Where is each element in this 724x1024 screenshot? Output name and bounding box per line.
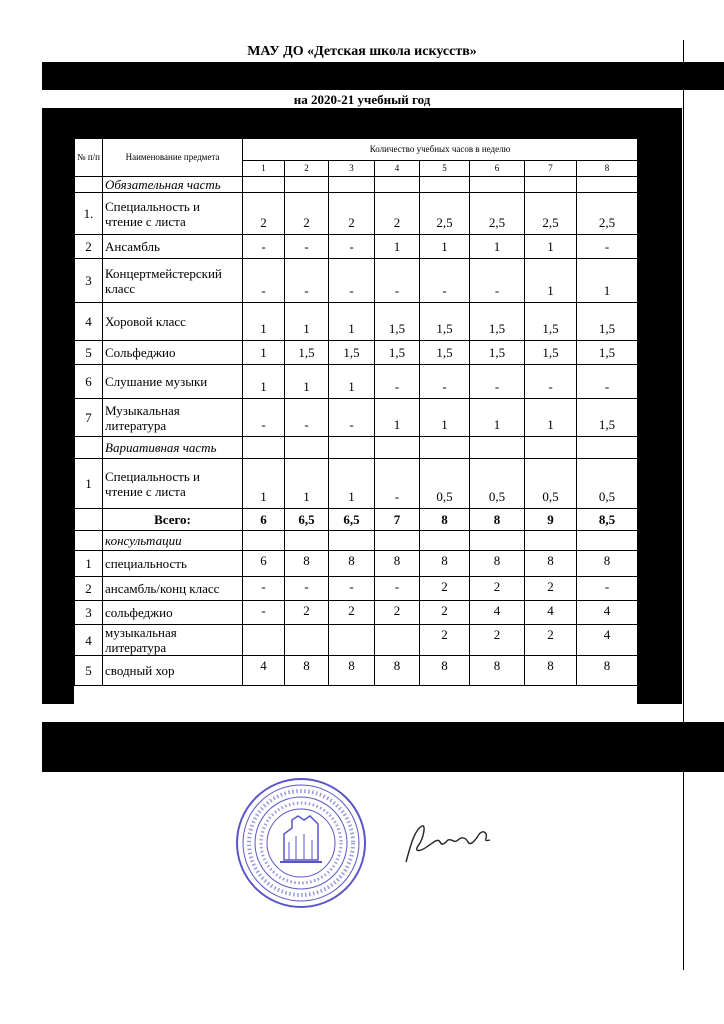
hours-cell: - xyxy=(375,259,420,303)
table-row xyxy=(75,193,638,235)
hours-cell: 0,5 xyxy=(420,459,470,509)
hours-cell: 8 xyxy=(285,656,329,686)
total-value: 8 xyxy=(420,509,470,531)
hours-cell: 2 xyxy=(525,577,577,601)
hours-cell: 2 xyxy=(420,601,470,625)
empty-cell xyxy=(470,531,525,551)
empty-cell xyxy=(243,177,285,193)
table-row xyxy=(75,459,638,509)
official-seal-icon xyxy=(234,776,368,910)
hours-cell: 8 xyxy=(420,551,470,577)
hours-cell: 2,5 xyxy=(577,193,638,235)
hours-cell: 8 xyxy=(470,656,525,686)
table-row xyxy=(75,399,638,437)
empty-cell xyxy=(375,177,420,193)
hours-cell: 6 xyxy=(243,551,285,577)
grade-header: 8 xyxy=(577,161,638,177)
hours-cell: 1,5 xyxy=(525,341,577,365)
total-value: 7 xyxy=(375,509,420,531)
hours-cell: - xyxy=(243,235,285,259)
hours-cell: 4 xyxy=(577,601,638,625)
academic-year: на 2020-21 учебный год xyxy=(293,92,431,107)
hours-cell: - xyxy=(577,577,638,601)
hours-cell: 8 xyxy=(525,551,577,577)
row-number: 1 xyxy=(75,551,103,577)
hours-cell: 0,5 xyxy=(525,459,577,509)
hours-cell: 1 xyxy=(285,365,329,399)
subject-name: музыкальная литература xyxy=(103,625,243,656)
hours-cell: 1 xyxy=(470,399,525,437)
grade-header: 7 xyxy=(525,161,577,177)
hours-cell: - xyxy=(577,365,638,399)
hours-cell: 1,5 xyxy=(329,341,375,365)
hours-cell: 2 xyxy=(285,601,329,625)
grade-header: 5 xyxy=(420,161,470,177)
hours-cell: 1,5 xyxy=(420,303,470,341)
hours-cell: 8 xyxy=(470,551,525,577)
subject-name: Сольфеджио xyxy=(103,341,243,365)
section-label: Обязательная часть xyxy=(103,177,243,193)
table-row xyxy=(75,656,638,686)
row-number: 3 xyxy=(75,601,103,625)
redaction-frame-top xyxy=(42,108,682,138)
hours-cell: 8 xyxy=(420,656,470,686)
section-number-cell xyxy=(75,437,103,459)
subject-name: ансамбль/конц класс xyxy=(103,577,243,601)
row-number: 2 xyxy=(75,235,103,259)
total-value: 6,5 xyxy=(329,509,375,531)
hours-cell: 2 xyxy=(470,577,525,601)
row-number: 1. xyxy=(75,193,103,235)
hours-cell: 1 xyxy=(329,365,375,399)
hours-cell: 2 xyxy=(420,625,470,656)
empty-cell xyxy=(577,437,638,459)
hours-cell: - xyxy=(243,259,285,303)
column-header-number: № п/п xyxy=(75,139,103,177)
hours-cell: 1,5 xyxy=(470,303,525,341)
table-row xyxy=(75,551,638,577)
hours-cell: 2 xyxy=(285,193,329,235)
empty-cell xyxy=(243,437,285,459)
subject-name: Специальность и чтение с листа xyxy=(103,193,243,235)
hours-cell: 1 xyxy=(375,399,420,437)
total-value: 6,5 xyxy=(285,509,329,531)
signature-icon xyxy=(400,818,496,868)
hours-cell: - xyxy=(329,577,375,601)
hours-cell: 2,5 xyxy=(420,193,470,235)
row-number: 5 xyxy=(75,341,103,365)
hours-cell: 2 xyxy=(329,193,375,235)
hours-cell: 1 xyxy=(243,365,285,399)
hours-cell: 2,5 xyxy=(470,193,525,235)
table-row xyxy=(75,577,638,601)
hours-cell: - xyxy=(420,365,470,399)
hours-cell: 1 xyxy=(243,459,285,509)
hours-cell: 1 xyxy=(420,235,470,259)
total-label: Всего: xyxy=(103,509,243,531)
table-row xyxy=(75,235,638,259)
empty-cell xyxy=(420,531,470,551)
hours-cell: 4 xyxy=(243,656,285,686)
hours-cell: 1 xyxy=(329,459,375,509)
curriculum-table xyxy=(74,138,638,686)
total-value: 6 xyxy=(243,509,285,531)
hours-cell: 8 xyxy=(329,656,375,686)
empty-cell xyxy=(420,437,470,459)
hours-cell: - xyxy=(285,235,329,259)
empty-cell xyxy=(470,437,525,459)
hours-cell: - xyxy=(285,259,329,303)
section-label: Вариативная часть xyxy=(103,437,243,459)
grade-header: 4 xyxy=(375,161,420,177)
row-number: 1 xyxy=(75,459,103,509)
grade-header: 3 xyxy=(329,161,375,177)
hours-cell: 2 xyxy=(470,625,525,656)
hours-cell: 1 xyxy=(285,459,329,509)
hours-cell: 1,5 xyxy=(375,341,420,365)
hours-cell: 1 xyxy=(525,235,577,259)
section-number-cell xyxy=(75,177,103,193)
total-value: 9 xyxy=(525,509,577,531)
hours-cell: 1 xyxy=(525,259,577,303)
hours-cell: 1 xyxy=(329,303,375,341)
redaction-bar-bottom xyxy=(42,722,724,772)
hours-cell: - xyxy=(329,235,375,259)
table-row xyxy=(75,341,638,365)
redaction-frame-left xyxy=(42,108,74,704)
hours-cell: 1,5 xyxy=(577,303,638,341)
hours-cell: 1 xyxy=(243,341,285,365)
row-number: 6 xyxy=(75,365,103,399)
total-value: 8 xyxy=(470,509,525,531)
hours-cell xyxy=(329,625,375,656)
empty-cell xyxy=(329,177,375,193)
redaction-bar-top xyxy=(42,62,724,90)
hours-cell: 1,5 xyxy=(470,341,525,365)
hours-cell: 4 xyxy=(470,601,525,625)
total-value: 8,5 xyxy=(577,509,638,531)
empty-cell xyxy=(329,437,375,459)
empty-cell xyxy=(577,177,638,193)
hours-cell: 8 xyxy=(577,551,638,577)
empty-cell xyxy=(285,437,329,459)
hours-cell xyxy=(285,625,329,656)
row-number: 4 xyxy=(75,303,103,341)
table-row xyxy=(75,625,638,656)
table-row xyxy=(75,303,638,341)
hours-cell: 2 xyxy=(243,193,285,235)
hours-cell: - xyxy=(375,365,420,399)
hours-cell: 1,5 xyxy=(577,399,638,437)
hours-cell: - xyxy=(525,365,577,399)
total-number-cell xyxy=(75,509,103,531)
hours-cell: 1 xyxy=(420,399,470,437)
hours-cell: 2 xyxy=(420,577,470,601)
hours-cell: - xyxy=(375,459,420,509)
hours-cell: 1 xyxy=(525,399,577,437)
empty-cell xyxy=(329,531,375,551)
hours-cell: - xyxy=(243,399,285,437)
hours-cell: - xyxy=(375,577,420,601)
row-number: 4 xyxy=(75,625,103,656)
page-edge-line xyxy=(683,40,684,970)
hours-cell: 0,5 xyxy=(577,459,638,509)
row-number: 3 xyxy=(75,259,103,303)
hours-cell: - xyxy=(329,259,375,303)
empty-cell xyxy=(525,531,577,551)
empty-cell xyxy=(420,177,470,193)
hours-cell: 1,5 xyxy=(525,303,577,341)
hours-cell: - xyxy=(470,259,525,303)
hours-cell: 1 xyxy=(375,235,420,259)
hours-cell: - xyxy=(285,577,329,601)
hours-cell: 8 xyxy=(285,551,329,577)
empty-cell xyxy=(470,177,525,193)
table-row xyxy=(75,259,638,303)
hours-cell xyxy=(375,625,420,656)
empty-cell xyxy=(375,437,420,459)
hours-cell: - xyxy=(470,365,525,399)
empty-cell xyxy=(525,437,577,459)
empty-cell xyxy=(243,531,285,551)
column-header-subject: Наименование предмета xyxy=(103,139,243,177)
column-header-hours: Количество учебных часов в неделю xyxy=(243,139,638,161)
hours-cell: - xyxy=(329,399,375,437)
grade-header: 6 xyxy=(470,161,525,177)
table-row xyxy=(75,601,638,625)
section-number-cell xyxy=(75,531,103,551)
hours-cell: 1,5 xyxy=(577,341,638,365)
subject-name: Музыкальная литература xyxy=(103,399,243,437)
hours-cell: 2 xyxy=(375,601,420,625)
row-number: 2 xyxy=(75,577,103,601)
hours-cell: - xyxy=(243,601,285,625)
hours-cell: 1,5 xyxy=(420,341,470,365)
subject-name: специальность xyxy=(103,551,243,577)
section-label: консультации xyxy=(103,531,243,551)
empty-cell xyxy=(285,531,329,551)
grade-header: 2 xyxy=(285,161,329,177)
subject-name: Концертмейстерский класс xyxy=(103,259,243,303)
hours-cell: - xyxy=(285,399,329,437)
table-row xyxy=(75,365,638,399)
hours-cell: 4 xyxy=(525,601,577,625)
empty-cell xyxy=(285,177,329,193)
subject-name: Ансамбль xyxy=(103,235,243,259)
row-number: 7 xyxy=(75,399,103,437)
row-number: 5 xyxy=(75,656,103,686)
hours-cell: 2,5 xyxy=(525,193,577,235)
empty-cell xyxy=(525,177,577,193)
hours-cell: 8 xyxy=(375,551,420,577)
hours-cell: - xyxy=(420,259,470,303)
hours-cell: 0,5 xyxy=(470,459,525,509)
hours-cell: 1,5 xyxy=(375,303,420,341)
document-title: МАУ ДО «Детская школа искусств» xyxy=(247,44,477,59)
empty-cell xyxy=(375,531,420,551)
hours-cell: 1 xyxy=(470,235,525,259)
hours-cell: 8 xyxy=(525,656,577,686)
hours-cell: 1 xyxy=(285,303,329,341)
hours-cell: 1 xyxy=(243,303,285,341)
hours-cell: 2 xyxy=(329,601,375,625)
subject-name: Хоровой класс xyxy=(103,303,243,341)
hours-cell: 8 xyxy=(329,551,375,577)
subject-name: Слушание музыки xyxy=(103,365,243,399)
hours-cell: - xyxy=(243,577,285,601)
hours-cell: 2 xyxy=(375,193,420,235)
grade-header: 1 xyxy=(243,161,285,177)
hours-cell: 8 xyxy=(375,656,420,686)
empty-cell xyxy=(577,531,638,551)
redaction-frame-right xyxy=(637,108,682,704)
subject-name: Специальность и чтение с листа xyxy=(103,459,243,509)
hours-cell: 4 xyxy=(577,625,638,656)
subject-name: сольфеджио xyxy=(103,601,243,625)
hours-cell: - xyxy=(577,235,638,259)
hours-cell: 1,5 xyxy=(285,341,329,365)
subject-name: сводный хор xyxy=(103,656,243,686)
hours-cell xyxy=(243,625,285,656)
hours-cell: 8 xyxy=(577,656,638,686)
hours-cell: 1 xyxy=(577,259,638,303)
hours-cell: 2 xyxy=(525,625,577,656)
